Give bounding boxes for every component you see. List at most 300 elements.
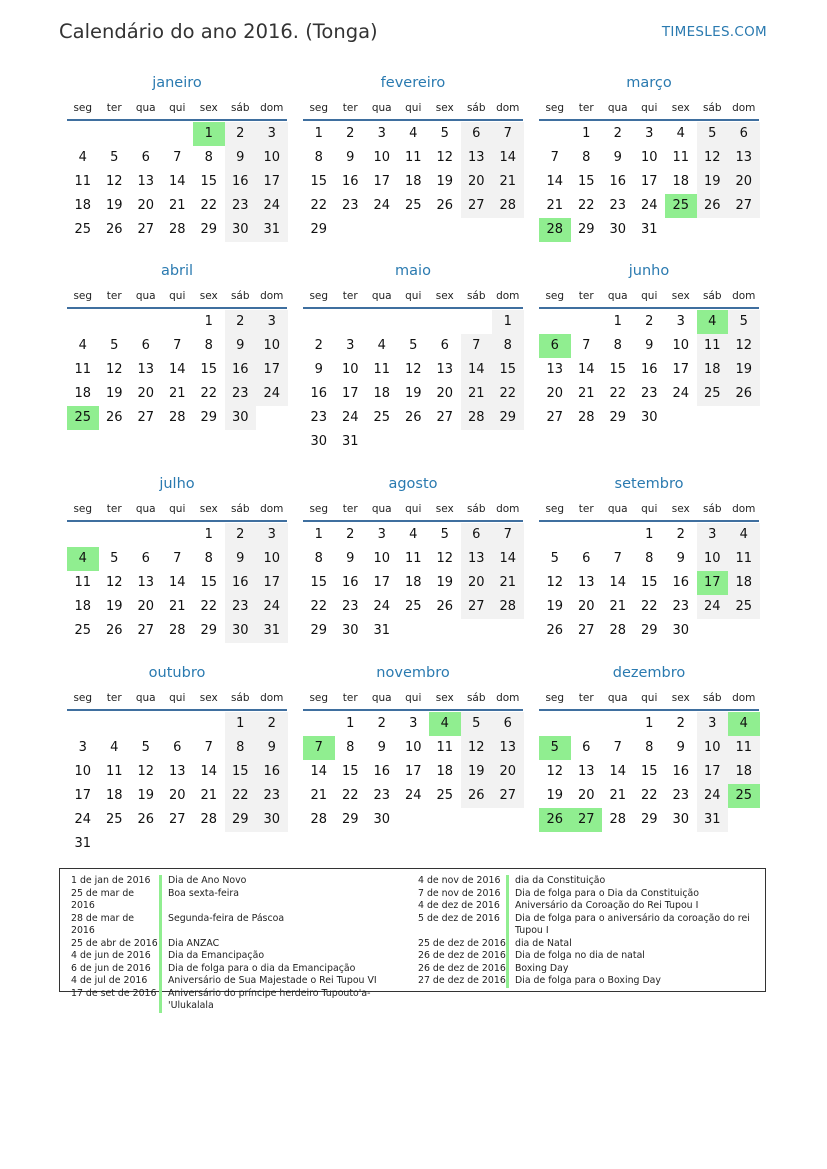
day-cell: 17 xyxy=(697,571,729,595)
day-cell: 17 xyxy=(256,170,288,194)
day-cell: 20 xyxy=(546,386,564,401)
day-cell: 22 xyxy=(492,382,524,406)
day-cell: 29 xyxy=(341,812,359,827)
day-cell: 30 xyxy=(640,410,658,425)
day-cell: 11 xyxy=(672,150,690,165)
day-cell: 8 xyxy=(346,740,355,755)
month-name: outubro xyxy=(148,665,206,681)
holiday-list-right xyxy=(418,875,758,988)
weekday-label: sáb xyxy=(702,503,722,515)
weekday-label: qui xyxy=(641,102,658,114)
day-cell: 9 xyxy=(225,334,257,358)
weekday-label: sex xyxy=(435,503,454,515)
day-cell: 26 xyxy=(105,222,123,237)
weekday-label: seg xyxy=(309,692,329,704)
day-cell: 11 xyxy=(728,736,760,760)
day-cell: 17 xyxy=(373,575,391,590)
day-cell: 8 xyxy=(314,551,323,566)
day-cell: 18 xyxy=(436,764,454,779)
day-cell: 21 xyxy=(461,382,493,406)
day-cell: 30 xyxy=(672,812,690,827)
holiday-date: 1 de jan de 2016 xyxy=(71,875,151,886)
weekday-label: qua xyxy=(135,102,156,114)
day-cell: 19 xyxy=(137,788,155,803)
day-cell: 13 xyxy=(137,362,155,377)
day-cell: 12 xyxy=(546,575,564,590)
weekday-label: sáb xyxy=(230,102,250,114)
day-cell: 17 xyxy=(672,362,690,377)
header-divider xyxy=(67,119,287,121)
day-cell: 5 xyxy=(550,551,559,566)
day-cell: 20 xyxy=(577,599,595,614)
holiday-name: Dia de Ano Novo xyxy=(159,875,416,888)
day-cell: 13 xyxy=(492,736,524,760)
day-cell: 9 xyxy=(314,362,323,377)
day-cell: 27 xyxy=(168,812,186,827)
day-cell: 2 xyxy=(377,716,386,731)
holiday-legend xyxy=(59,868,766,1011)
day-cell: 7 xyxy=(173,150,182,165)
holiday-row xyxy=(418,938,758,951)
day-cell: 1 xyxy=(314,126,323,141)
day-cell: 15 xyxy=(341,764,359,779)
day-cell: 27 xyxy=(577,623,595,638)
day-cell: 19 xyxy=(404,386,422,401)
weekday-label: sex xyxy=(199,290,218,302)
day-cell: 4 xyxy=(409,126,418,141)
day-cell: 5 xyxy=(697,122,729,146)
day-cell: 30 xyxy=(672,623,690,638)
day-cell: 10 xyxy=(74,764,92,779)
day-cell: 10 xyxy=(697,736,729,760)
day-grid xyxy=(303,122,523,272)
day-cell: 29 xyxy=(492,406,524,430)
weekday-label: ter xyxy=(578,290,594,302)
weekday-header xyxy=(539,692,759,708)
day-cell: 26 xyxy=(728,382,760,406)
day-cell: 18 xyxy=(728,760,760,784)
holiday-name: Segunda-feira de Páscoa xyxy=(159,913,416,938)
day-grid xyxy=(303,712,523,862)
header-divider xyxy=(539,119,759,121)
day-cell: 16 xyxy=(640,362,658,377)
day-cell: 29 xyxy=(609,410,627,425)
weekday-label: ter xyxy=(106,290,122,302)
day-cell: 5 xyxy=(461,712,493,736)
day-cell: 28 xyxy=(492,194,524,218)
day-cell: 7 xyxy=(303,736,335,760)
day-cell: 21 xyxy=(200,788,218,803)
month-name: julho xyxy=(159,476,195,492)
weekday-label: sáb xyxy=(466,102,486,114)
day-cell: 16 xyxy=(225,170,257,194)
holiday-name: Dia ANZAC xyxy=(159,938,416,951)
holiday-name: Dia de folga para o Boxing Day xyxy=(506,975,758,988)
day-cell: 8 xyxy=(645,551,654,566)
holiday-row xyxy=(418,875,758,888)
weekday-label: qui xyxy=(405,503,422,515)
day-grid xyxy=(67,310,287,460)
header-divider xyxy=(539,520,759,522)
weekday-label: seg xyxy=(545,290,565,302)
weekday-label: seg xyxy=(309,290,329,302)
weekday-label: dom xyxy=(496,290,520,302)
day-cell: 27 xyxy=(492,784,524,808)
weekday-label: sex xyxy=(671,692,690,704)
weekday-label: seg xyxy=(309,503,329,515)
holiday-date: 6 de jun de 2016 xyxy=(71,962,151,974)
weekday-label: ter xyxy=(578,503,594,515)
day-cell: 13 xyxy=(137,575,155,590)
day-cell: 29 xyxy=(310,623,328,638)
month-name: maio xyxy=(395,263,431,279)
day-cell: 6 xyxy=(539,334,571,358)
day-cell: 18 xyxy=(105,788,123,803)
day-cell: 10 xyxy=(256,547,288,571)
day-cell: 9 xyxy=(346,150,355,165)
header-divider xyxy=(303,709,523,711)
day-cell: 24 xyxy=(74,812,92,827)
day-cell: 12 xyxy=(697,146,729,170)
day-cell: 27 xyxy=(137,222,155,237)
day-cell: 21 xyxy=(577,386,595,401)
day-cell: 6 xyxy=(141,150,150,165)
day-cell: 17 xyxy=(256,571,288,595)
day-cell: 12 xyxy=(461,736,493,760)
day-cell: 8 xyxy=(492,334,524,358)
day-cell: 31 xyxy=(74,836,92,851)
day-cell: 2 xyxy=(346,527,355,542)
day-cell: 10 xyxy=(373,150,391,165)
weekday-label: sex xyxy=(435,290,454,302)
day-cell: 4 xyxy=(697,310,729,334)
holiday-name: Boxing Day xyxy=(506,963,758,976)
weekday-label: qua xyxy=(607,102,628,114)
day-cell: 29 xyxy=(225,808,257,832)
day-cell: 11 xyxy=(74,575,92,590)
day-cell: 19 xyxy=(546,788,564,803)
day-cell: 21 xyxy=(168,198,186,213)
day-cell: 17 xyxy=(341,386,359,401)
header-divider xyxy=(303,119,523,121)
day-cell: 7 xyxy=(204,740,213,755)
day-grid xyxy=(539,310,759,460)
day-cell: 2 xyxy=(346,126,355,141)
weekday-label: qui xyxy=(641,692,658,704)
day-cell: 22 xyxy=(341,788,359,803)
day-cell: 25 xyxy=(74,623,92,638)
weekday-header xyxy=(539,503,759,519)
day-cell: 7 xyxy=(461,334,493,358)
month-name: setembro xyxy=(614,476,684,492)
month-name: agosto xyxy=(388,476,438,492)
holiday-name: Aniversário da Coroação do Rei Tupou I xyxy=(506,900,758,913)
day-cell: 4 xyxy=(429,712,461,736)
day-cell: 9 xyxy=(676,551,685,566)
weekday-label: qui xyxy=(405,102,422,114)
weekday-label: dom xyxy=(496,102,520,114)
day-cell: 28 xyxy=(168,222,186,237)
weekday-label: sex xyxy=(199,503,218,515)
day-cell: 4 xyxy=(110,740,119,755)
day-cell: 30 xyxy=(256,808,288,832)
day-cell: 22 xyxy=(310,198,328,213)
day-cell: 30 xyxy=(341,623,359,638)
day-cell: 14 xyxy=(461,358,493,382)
day-cell: 19 xyxy=(105,198,123,213)
weekday-label: sáb xyxy=(230,692,250,704)
day-cell: 7 xyxy=(582,338,591,353)
weekday-label: ter xyxy=(106,503,122,515)
day-cell: 27 xyxy=(461,595,493,619)
day-cell: 2 xyxy=(256,712,288,736)
holiday-list-left xyxy=(71,875,416,1013)
day-cell: 27 xyxy=(137,410,155,425)
day-cell: 11 xyxy=(105,764,123,779)
day-cell: 2 xyxy=(225,122,257,146)
day-grid xyxy=(539,122,759,272)
weekday-label: sex xyxy=(435,102,454,114)
day-cell: 11 xyxy=(697,334,729,358)
day-cell: 20 xyxy=(168,788,186,803)
weekday-label: dom xyxy=(260,102,284,114)
day-cell: 16 xyxy=(341,575,359,590)
day-cell: 16 xyxy=(341,174,359,189)
day-cell: 31 xyxy=(341,434,359,449)
weekday-header xyxy=(303,102,523,118)
day-cell: 13 xyxy=(461,547,493,571)
day-cell: 8 xyxy=(204,551,213,566)
day-cell: 5 xyxy=(440,126,449,141)
day-cell: 19 xyxy=(546,599,564,614)
weekday-label: qua xyxy=(607,290,628,302)
day-cell: 28 xyxy=(310,812,328,827)
day-cell: 23 xyxy=(672,788,690,803)
holiday-date: 5 de dez de 2016 xyxy=(418,912,500,924)
day-cell: 12 xyxy=(546,764,564,779)
weekday-label: sáb xyxy=(466,692,486,704)
day-cell: 11 xyxy=(404,150,422,165)
weekday-label: qui xyxy=(169,503,186,515)
weekday-label: sex xyxy=(671,102,690,114)
day-cell: 3 xyxy=(256,310,288,334)
day-cell: 4 xyxy=(728,523,760,547)
day-cell: 31 xyxy=(373,623,391,638)
day-cell: 12 xyxy=(436,551,454,566)
day-cell: 19 xyxy=(105,386,123,401)
weekday-label: qui xyxy=(405,290,422,302)
day-cell: 5 xyxy=(110,551,119,566)
weekday-header xyxy=(303,503,523,519)
day-cell: 6 xyxy=(173,740,182,755)
day-cell: 15 xyxy=(609,362,627,377)
day-cell: 18 xyxy=(672,174,690,189)
day-cell: 17 xyxy=(640,174,658,189)
holiday-date: 27 de dez de 2016 xyxy=(418,975,506,986)
weekday-label: sáb xyxy=(466,290,486,302)
weekday-label: sex xyxy=(671,503,690,515)
day-cell: 8 xyxy=(613,338,622,353)
day-cell: 9 xyxy=(256,736,288,760)
weekday-label: dom xyxy=(732,692,756,704)
day-cell: 31 xyxy=(640,222,658,237)
day-cell: 16 xyxy=(672,575,690,590)
weekday-label: sáb xyxy=(702,692,722,704)
day-cell: 16 xyxy=(256,760,288,784)
day-cell: 2 xyxy=(225,310,257,334)
day-cell: 15 xyxy=(200,174,218,189)
day-cell: 23 xyxy=(373,788,391,803)
day-cell: 22 xyxy=(577,198,595,213)
day-cell: 13 xyxy=(436,362,454,377)
holiday-row xyxy=(71,938,416,951)
day-cell: 26 xyxy=(404,410,422,425)
weekday-header xyxy=(67,102,287,118)
day-cell: 19 xyxy=(436,575,454,590)
weekday-label: seg xyxy=(545,102,565,114)
day-cell: 6 xyxy=(582,740,591,755)
header-divider xyxy=(67,709,287,711)
weekday-label: qua xyxy=(607,503,628,515)
weekday-label: ter xyxy=(342,290,358,302)
day-cell: 2 xyxy=(676,527,685,542)
weekday-label: qui xyxy=(405,692,422,704)
day-cell: 21 xyxy=(492,571,524,595)
day-cell: 24 xyxy=(672,386,690,401)
header-divider xyxy=(539,307,759,309)
day-cell: 1 xyxy=(204,527,213,542)
holiday-row xyxy=(418,963,758,976)
day-cell: 29 xyxy=(640,812,658,827)
header-divider xyxy=(303,520,523,522)
day-cell: 14 xyxy=(609,764,627,779)
day-cell: 19 xyxy=(105,599,123,614)
day-cell: 13 xyxy=(168,764,186,779)
weekday-label: ter xyxy=(106,102,122,114)
day-cell: 15 xyxy=(640,764,658,779)
day-cell: 17 xyxy=(373,174,391,189)
day-cell: 16 xyxy=(310,386,328,401)
day-cell: 1 xyxy=(645,716,654,731)
day-cell: 22 xyxy=(640,788,658,803)
day-cell: 13 xyxy=(577,575,595,590)
day-cell: 31 xyxy=(697,808,729,832)
day-cell: 19 xyxy=(728,358,760,382)
day-cell: 18 xyxy=(74,198,92,213)
day-cell: 8 xyxy=(204,150,213,165)
day-cell: 4 xyxy=(377,338,386,353)
site-link[interactable]: TIMESLES.COM xyxy=(661,24,767,40)
holiday-date: 4 de dez de 2016 xyxy=(418,900,500,911)
day-cell: 24 xyxy=(341,410,359,425)
weekday-label: seg xyxy=(545,692,565,704)
day-cell: 7 xyxy=(492,122,524,146)
day-cell: 1 xyxy=(613,314,622,329)
day-cell: 4 xyxy=(676,126,685,141)
day-cell: 2 xyxy=(676,716,685,731)
day-cell: 22 xyxy=(609,386,627,401)
weekday-label: dom xyxy=(260,290,284,302)
day-cell: 23 xyxy=(609,198,627,213)
page-title: Calendário do ano 2016. (Tonga) xyxy=(59,20,378,43)
month-name: janeiro xyxy=(152,75,202,91)
holiday-date: 25 de dez de 2016 xyxy=(418,937,506,949)
holiday-row xyxy=(418,950,758,963)
weekday-label: dom xyxy=(260,692,284,704)
weekday-label: sex xyxy=(199,102,218,114)
day-cell: 18 xyxy=(728,571,760,595)
weekday-label: qua xyxy=(135,692,156,704)
day-cell: 3 xyxy=(346,338,355,353)
weekday-label: sex xyxy=(671,290,690,302)
day-cell: 29 xyxy=(310,222,328,237)
day-cell: 21 xyxy=(168,386,186,401)
holiday-name: Dia de folga para o aniversário da coroação do rei Tupou I xyxy=(506,913,758,938)
day-cell: 20 xyxy=(492,760,524,784)
day-grid xyxy=(539,523,759,673)
day-cell: 15 xyxy=(640,575,658,590)
day-cell: 30 xyxy=(225,406,257,430)
day-cell: 10 xyxy=(697,547,729,571)
day-cell: 12 xyxy=(137,764,155,779)
day-cell: 23 xyxy=(640,386,658,401)
day-cell: 29 xyxy=(200,410,218,425)
holiday-date: 4 de jul de 2016 xyxy=(71,975,148,986)
day-cell: 1 xyxy=(346,716,355,731)
weekday-label: qui xyxy=(169,102,186,114)
weekday-label: qui xyxy=(169,692,186,704)
day-cell: 20 xyxy=(137,198,155,213)
day-cell: 30 xyxy=(225,619,257,643)
day-cell: 7 xyxy=(173,338,182,353)
weekday-label: qua xyxy=(371,290,392,302)
holiday-name: Dia de folga para o Dia da Constituição xyxy=(506,888,758,901)
holiday-row xyxy=(71,963,416,976)
day-grid xyxy=(539,712,759,862)
weekday-label: qui xyxy=(641,290,658,302)
weekday-label: qua xyxy=(371,503,392,515)
day-cell: 28 xyxy=(461,406,493,430)
day-cell: 2 xyxy=(613,126,622,141)
day-grid xyxy=(67,712,287,862)
day-cell: 5 xyxy=(539,736,571,760)
weekday-label: qua xyxy=(135,290,156,302)
day-cell: 28 xyxy=(168,623,186,638)
day-cell: 25 xyxy=(74,222,92,237)
weekday-label: ter xyxy=(342,692,358,704)
weekday-label: sáb xyxy=(230,503,250,515)
weekday-label: qui xyxy=(169,290,186,302)
day-cell: 17 xyxy=(404,764,422,779)
weekday-label: qua xyxy=(135,503,156,515)
day-cell: 29 xyxy=(577,222,595,237)
day-cell: 15 xyxy=(310,174,328,189)
holiday-name: Dia de folga para o dia da Emancipação xyxy=(159,963,416,976)
day-cell: 25 xyxy=(105,812,123,827)
day-cell: 4 xyxy=(78,150,87,165)
day-cell: 15 xyxy=(200,575,218,590)
day-cell: 12 xyxy=(105,362,123,377)
day-cell: 25 xyxy=(404,599,422,614)
holiday-row xyxy=(71,913,416,938)
day-cell: 1 xyxy=(645,527,654,542)
weekday-label: dom xyxy=(260,503,284,515)
weekday-header xyxy=(67,503,287,519)
day-cell: 11 xyxy=(373,362,391,377)
weekday-label: dom xyxy=(732,102,756,114)
day-cell: 4 xyxy=(728,712,760,736)
holiday-row xyxy=(418,900,758,913)
